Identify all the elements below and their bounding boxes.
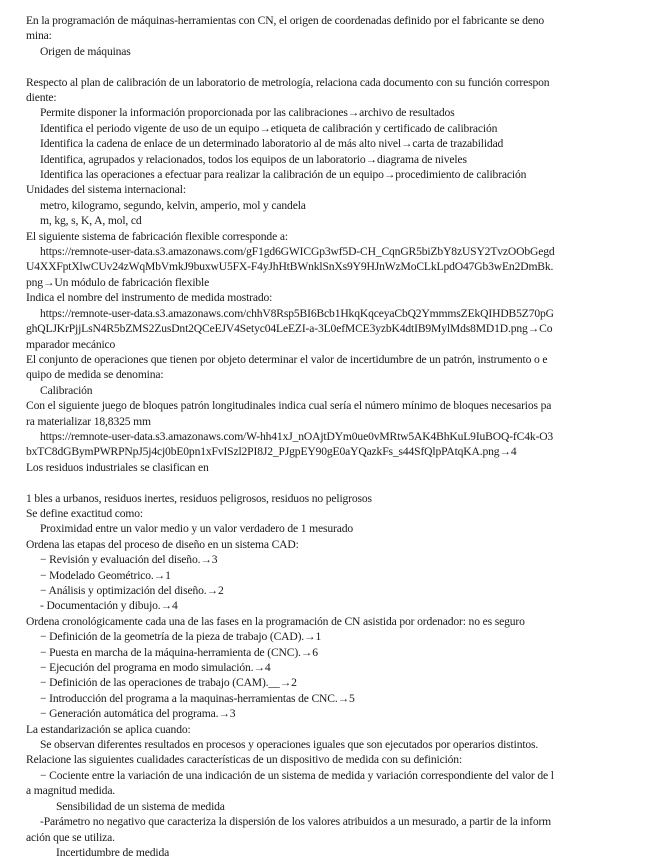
blank-line [26,59,643,74]
indented-text-line: − Análisis y optimización del diseño.→2 [40,584,224,597]
text-line: Indica el nombre del instrumento de medida mostrado: [26,291,273,305]
indented-text-line: − Puesta en marcha de la máquina-herramienta de (CNC).→6 [40,645,318,659]
indented-text-line: metro, kilogramo, segundo, kelvin, amperio, mol y candela [40,198,306,212]
indented-text-line: m, kg, s, K, A, mol, cd [40,214,142,228]
text-line: Con el siguiente juego de bloques patrón longitudinales indica cual sería el número mínimo de bloques necesarios pa ra materializar 18,8325 mm [26,399,552,428]
indented-text-line: Permite disponer la información proporcionada por las calibraciones→archivo de resultados [40,106,455,120]
text-line: Se define exactitud como: [26,506,143,520]
indented-text-line: − Cociente entre la variación de una indicación de un sistema de medida y variación correspondiente del valor de l [40,768,554,782]
indented-text-line: − Definición de las operaciones de trabajo (CAM).__→2 [40,676,297,690]
text-line: Relacione las siguientes cualidades características de un dispositivo de medida con su definición: [26,753,463,767]
text-line: La estandarización se aplica cuando: [26,722,191,736]
text-line: ación que se utiliza. [26,830,115,844]
indented-text-line: Origen de máquinas [40,44,131,58]
indented-text-line: − Introducción del programa a la maquinas-herramientas de CNC.→5 [40,691,355,705]
text-line: Ordena las etapas del proceso de diseño en un sistema CAD: [26,537,299,551]
indented-text-line: − Generación automática del programa.→3 [40,707,236,721]
indented-text-line: Sensibilidad de un sistema de medida [56,799,225,813]
text-line: 1 bles a urbanos, residuos inertes, residuos peligrosos, residuos no peligrosos [26,491,372,505]
indented-text-line: − Modelado Geométrico.→1 [40,568,171,582]
text-line: Respecto al plan de calibración de un laboratorio de metrología, relaciona cada documento con su función correspon diente: [26,75,550,105]
indented-text-line: https://remnote-user-data.s3.amazonaws.com/chhV8Rsp5BI6Bcb1HkqKqceyaCbQ2YmmmsZEkQIHDB5Z70pG [40,306,554,320]
indented-text-line: Calibración [40,383,93,397]
text-line: Unidades del sistema internacional: [26,183,186,197]
text-line: bxTC8dGBymPWRPNpJ5j4cj0bE0pn1xFvISzl2PI8J2_PJgpEY90gE0aYQazkFs_s44SfQlpPAtqKA.png→4 [26,445,517,459]
indented-text-line: − Revisión y evaluación del diseño.→3 [40,553,218,567]
indented-text-line: Identifica la cadena de enlace de un determinado laboratorio al de más alto nivel→carta de trazabilidad [40,137,504,151]
text-line: En la programación de máquinas-herramientas con CN, el origen de coordenadas definido por el fabricante se deno mina: [26,14,545,43]
indented-text-line: − Ejecución del programa en modo simulación.→4 [40,661,271,675]
indented-text-line: Incertidumbre de medida [56,845,170,859]
blank-line [26,475,643,490]
text-line: Ordena cronológicamente cada una de las fases en la programación de CN asistida por ordenador: no es seguro [26,614,525,628]
indented-text-line: https://remnote-user-data.s3.amazonaws.com/gF1gd6GWICGp3wf5D-CH_CqnGR5biZbY8zUSY2TvzOObGegd [40,245,555,259]
text-line: ghQLJKrPjjLsN4R5bZMS2ZusDnt2QCeEJV4Setyc04LeEZI-a-3L0efMCE3yzbK4dtIB9MylMds8MD1D.png→Co mparador mecánico [26,322,553,351]
indented-text-line: Se observan diferentes resultados en procesos y operaciones iguales que son ejecutados por operarios distintos. [40,738,539,752]
text-line: png→Un módulo de fabricación flexible [26,275,210,289]
indented-text-line: Identifica el periodo vigente de uso de un equipo→etiqueta de calibración y certificado de calibración [40,121,498,135]
indented-text-line: − Definición de la geometría de la pieza de trabajo (CAD).→1 [40,630,322,644]
indented-text-line: - Documentación y dibujo.→4 [40,599,178,613]
indented-text-line: Identifica, agrupados y relacionados, todos los equipos de un laboratorio→diagrama de niveles [40,152,467,166]
text-line: El siguiente sistema de fabricación flexible corresponde a: [26,229,288,243]
indented-text-line: https://remnote-user-data.s3.amazonaws.com/W-hh41xJ_nOAjtDYm0ue0vMRtw5AK4BhKuL9IuBOQ-fC4k-O3 [40,429,554,443]
text-line: Los residuos industriales se clasifican en [26,460,209,474]
text-line: a magnitud medida. [26,784,116,798]
indented-text-line: Proximidad entre un valor medio y un valor verdadero de 1 mesurado [40,522,354,536]
indented-text-line: -Parámetro no negativo que caracteriza la dispersión de los valores atribuidos a un mesurado, a partir de la inform [40,815,552,829]
text-line: El conjunto de operaciones que tienen por objeto determinar el valor de incertidumbre de un patrón, instrumento o e quipo de medida se denomina: [26,352,548,382]
text-line: U4XXFptXlwCUv24zWqMbVmkJ9buxwU5FX-F4yJhHtBWnklSnXs9Y9HJnWzMoCLkLpdO47Gb3wEn2DmBk. [26,260,554,274]
indented-text-line: Identifica las operaciones a efectuar para realizar la calibración de un equipo→procedimiento de calibración [40,168,527,182]
